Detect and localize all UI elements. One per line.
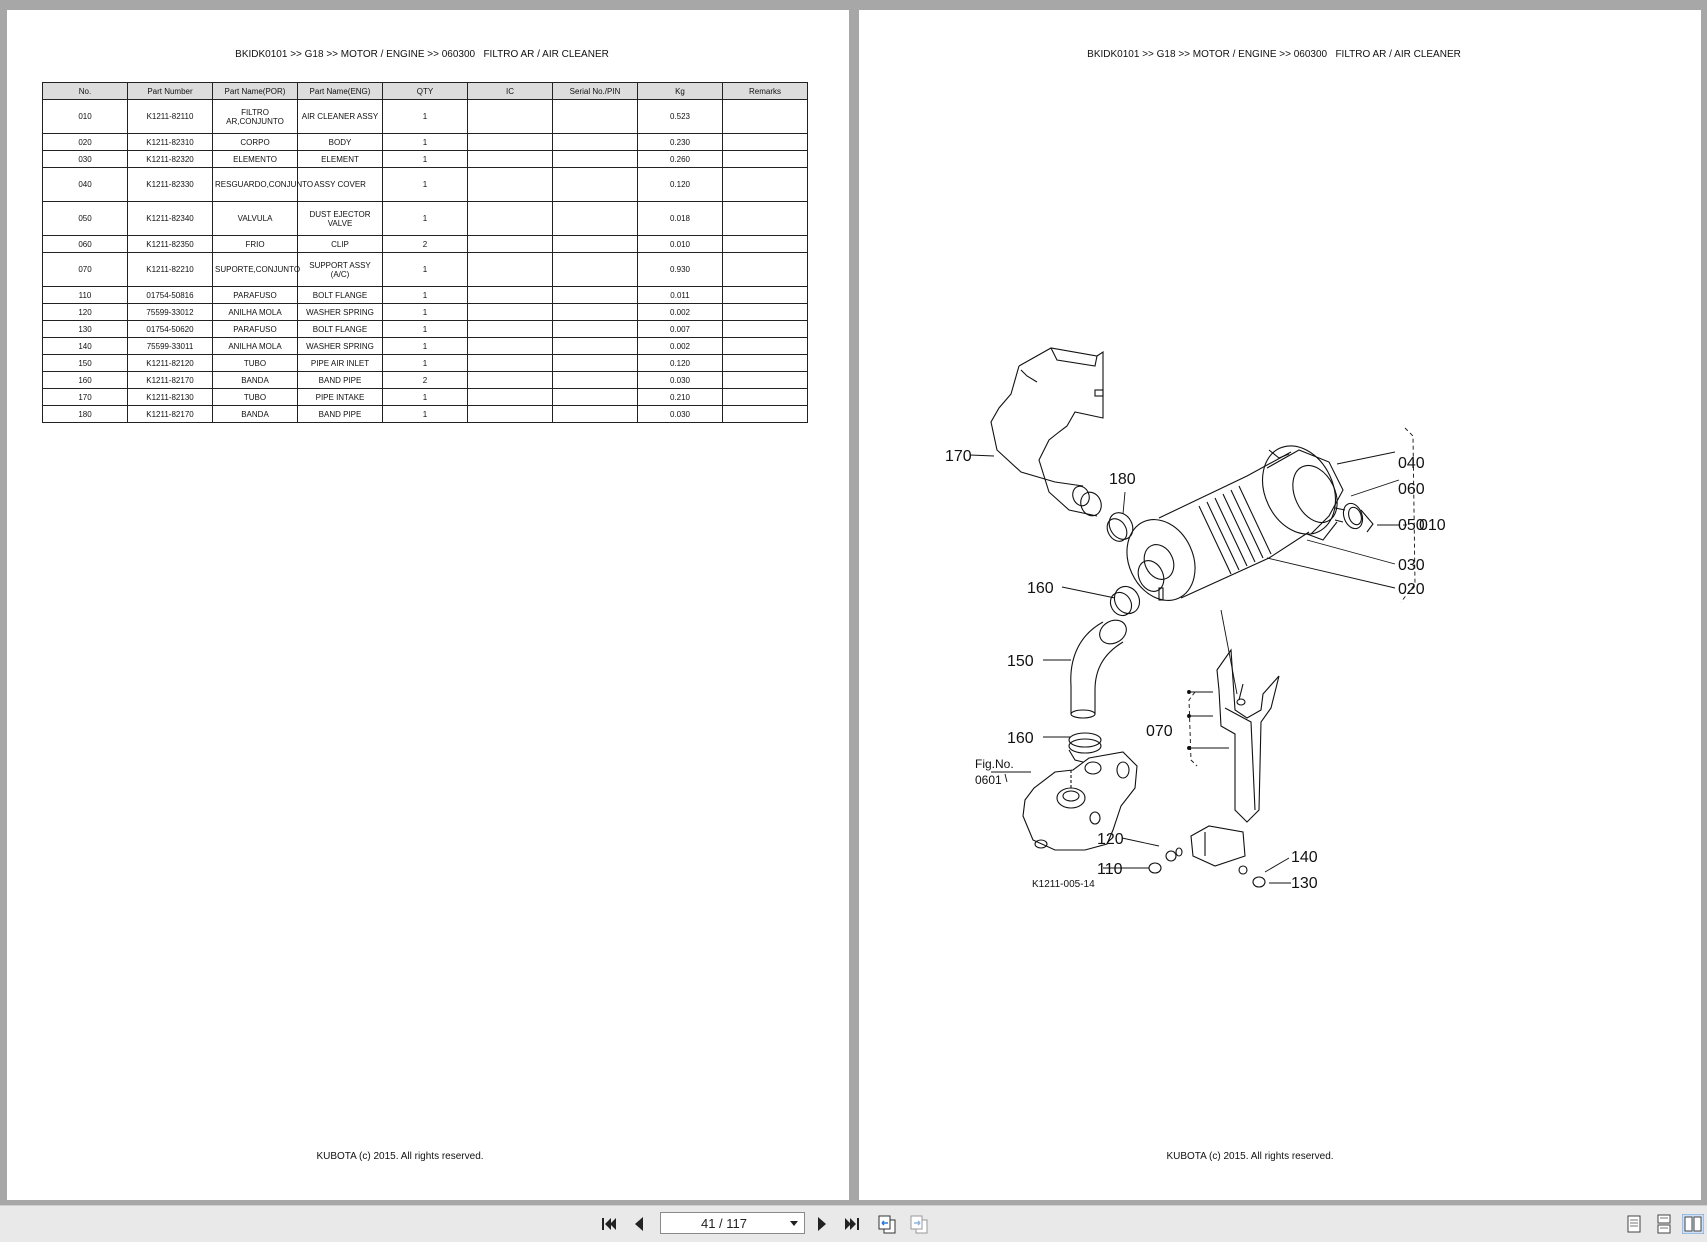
cell-part-name-eng: BAND PIPE bbox=[298, 406, 383, 423]
cell-kg: 0.002 bbox=[638, 304, 723, 321]
cell-part-name-eng: DUST EJECTOR VALVE bbox=[298, 202, 383, 236]
cell-ic bbox=[468, 287, 553, 304]
cell-part-name-por: PARAFUSO bbox=[213, 287, 298, 304]
cell-remarks bbox=[723, 253, 808, 287]
cell-qty: 1 bbox=[383, 338, 468, 355]
page-header: BKIDK0101 >> G18 >> MOTOR / ENGINE >> 060300 FILTRO AR / AIR CLEANER bbox=[1087, 49, 1461, 60]
cell-part-name-eng: SUPPORT ASSY (A/C) bbox=[298, 253, 383, 287]
air-cleaner-body-drawing bbox=[1114, 434, 1349, 612]
cell-part-name-eng: BAND PIPE bbox=[298, 372, 383, 389]
page-number-field[interactable] bbox=[660, 1212, 805, 1234]
previous-page-icon bbox=[630, 1214, 650, 1234]
cell-ic bbox=[468, 134, 553, 151]
cell-ic bbox=[468, 372, 553, 389]
cell-part-number: 01754-50816 bbox=[128, 287, 213, 304]
next-view-button[interactable] bbox=[908, 1214, 928, 1234]
cell-part-number: K1211-82350 bbox=[128, 236, 213, 253]
cell-serial bbox=[553, 253, 638, 287]
cell-part-name-por: CORPO bbox=[213, 134, 298, 151]
cell-ic bbox=[468, 151, 553, 168]
cell-remarks bbox=[723, 304, 808, 321]
cell-serial bbox=[553, 321, 638, 338]
callout-170: 170 bbox=[945, 448, 972, 465]
cell-qty: 1 bbox=[383, 287, 468, 304]
cell-ic bbox=[468, 389, 553, 406]
col-header-ic: IC bbox=[468, 83, 553, 100]
table-row bbox=[43, 372, 808, 389]
cell-qty: 1 bbox=[383, 134, 468, 151]
cell-ic bbox=[468, 321, 553, 338]
cell-kg: 0.260 bbox=[638, 151, 723, 168]
cell-remarks bbox=[723, 372, 808, 389]
cell-part-name-por: BANDA bbox=[213, 406, 298, 423]
cell-part-name-por: ELEMENTO bbox=[213, 151, 298, 168]
cell-kg: 0.120 bbox=[638, 168, 723, 202]
cell-ic bbox=[468, 168, 553, 202]
cell-no: 160 bbox=[43, 372, 128, 389]
cell-remarks bbox=[723, 321, 808, 338]
cell-no: 130 bbox=[43, 321, 128, 338]
band-160-upper-drawing bbox=[1106, 582, 1144, 620]
cell-kg: 0.002 bbox=[638, 338, 723, 355]
cell-part-name-por: FILTRO AR,CONJUNTO bbox=[213, 100, 298, 134]
cell-part-number: 75599-33012 bbox=[128, 304, 213, 321]
table-header-row bbox=[43, 83, 808, 100]
callout-180: 180 bbox=[1109, 471, 1136, 488]
cell-part-name-eng: BOLT FLANGE bbox=[298, 287, 383, 304]
cell-qty: 1 bbox=[383, 389, 468, 406]
cell-part-name-por: TUBO bbox=[213, 355, 298, 372]
table-row bbox=[43, 100, 808, 134]
callout-110: 110 bbox=[1097, 861, 1123, 878]
cell-ic bbox=[468, 355, 553, 372]
cell-qty: 1 bbox=[383, 202, 468, 236]
cell-part-name-por: SUPORTE,CONJUNTO bbox=[213, 253, 298, 287]
callout-050: 050 bbox=[1398, 517, 1425, 534]
page-header: BKIDK0101 >> G18 >> MOTOR / ENGINE >> 060300 FILTRO AR / AIR CLEANER bbox=[235, 49, 609, 60]
cell-no: 070 bbox=[43, 253, 128, 287]
first-page-button[interactable] bbox=[599, 1214, 619, 1234]
previous-page-button[interactable] bbox=[630, 1214, 650, 1234]
cell-no: 010 bbox=[43, 100, 128, 134]
cell-part-number: K1211-82170 bbox=[128, 406, 213, 423]
callout-030: 030 bbox=[1398, 557, 1425, 574]
cell-no: 050 bbox=[43, 202, 128, 236]
table-row bbox=[43, 168, 808, 202]
table-row bbox=[43, 406, 808, 423]
cell-qty: 1 bbox=[383, 304, 468, 321]
table-row bbox=[43, 304, 808, 321]
callout-120: 120 bbox=[1097, 831, 1124, 848]
cell-serial bbox=[553, 202, 638, 236]
single-page-view-button[interactable] bbox=[1625, 1214, 1645, 1234]
table-row bbox=[43, 134, 808, 151]
leader-lines bbox=[970, 452, 1407, 883]
cell-no: 140 bbox=[43, 338, 128, 355]
cell-ic bbox=[468, 202, 553, 236]
next-page-icon bbox=[812, 1214, 832, 1234]
next-view-icon bbox=[908, 1214, 930, 1236]
parts-table bbox=[42, 82, 808, 423]
cell-no: 120 bbox=[43, 304, 128, 321]
cell-part-name-por: BANDA bbox=[213, 372, 298, 389]
cell-part-number: K1211-82340 bbox=[128, 202, 213, 236]
cell-kg: 0.018 bbox=[638, 202, 723, 236]
cell-serial bbox=[553, 134, 638, 151]
cell-part-number: K1211-82110 bbox=[128, 100, 213, 134]
cell-serial bbox=[553, 406, 638, 423]
cell-kg: 0.030 bbox=[638, 406, 723, 423]
cell-part-name-eng: CLIP bbox=[298, 236, 383, 253]
cell-part-number: K1211-82130 bbox=[128, 389, 213, 406]
callout-010: 010 bbox=[1419, 517, 1446, 534]
cell-part-name-por: TUBO bbox=[213, 389, 298, 406]
previous-view-button[interactable] bbox=[876, 1214, 896, 1234]
callout-150: 150 bbox=[1007, 653, 1034, 670]
cell-remarks bbox=[723, 355, 808, 372]
cell-part-name-por: ANILHA MOLA bbox=[213, 338, 298, 355]
callout-070: 070 bbox=[1146, 723, 1173, 740]
table-row bbox=[43, 253, 808, 287]
dust-ejector-valve-drawing bbox=[1335, 501, 1373, 532]
cell-part-name-eng: ASSY COVER bbox=[298, 168, 383, 202]
cell-part-name-eng: WASHER SPRING bbox=[298, 338, 383, 355]
cell-part-name-eng: WASHER SPRING bbox=[298, 304, 383, 321]
cell-part-number: K1211-82120 bbox=[128, 355, 213, 372]
single-page-view-icon bbox=[1625, 1214, 1643, 1234]
cell-kg: 0.010 bbox=[638, 236, 723, 253]
callout-040: 040 bbox=[1398, 455, 1425, 472]
table-row bbox=[43, 338, 808, 355]
cell-remarks bbox=[723, 389, 808, 406]
callout-140: 140 bbox=[1291, 849, 1318, 866]
col-header-kg: Kg bbox=[638, 83, 723, 100]
cell-ic bbox=[468, 304, 553, 321]
callout-130: 130 bbox=[1291, 875, 1318, 892]
cell-part-number: K1211-82310 bbox=[128, 134, 213, 151]
cell-no: 110 bbox=[43, 287, 128, 304]
col-header-no: No. bbox=[43, 83, 128, 100]
cell-remarks bbox=[723, 100, 808, 134]
table-row bbox=[43, 287, 808, 304]
cell-qty: 2 bbox=[383, 236, 468, 253]
cell-part-name-por: VALVULA bbox=[213, 202, 298, 236]
cell-serial bbox=[553, 389, 638, 406]
cell-part-name-eng: AIR CLEANER ASSY bbox=[298, 100, 383, 134]
cell-kg: 0.120 bbox=[638, 355, 723, 372]
continuous-view-icon bbox=[1655, 1214, 1673, 1234]
next-page-button[interactable] bbox=[812, 1214, 832, 1234]
table-row bbox=[43, 389, 808, 406]
cell-qty: 1 bbox=[383, 253, 468, 287]
cell-ic bbox=[468, 338, 553, 355]
cell-remarks bbox=[723, 202, 808, 236]
cell-serial bbox=[553, 168, 638, 202]
cell-kg: 0.011 bbox=[638, 287, 723, 304]
cell-remarks bbox=[723, 287, 808, 304]
cell-kg: 0.007 bbox=[638, 321, 723, 338]
chevron-down-icon[interactable] bbox=[790, 1221, 798, 1226]
cell-serial bbox=[553, 338, 638, 355]
cell-ic bbox=[468, 236, 553, 253]
cell-remarks bbox=[723, 168, 808, 202]
table-row bbox=[43, 321, 808, 338]
cell-ic bbox=[468, 253, 553, 287]
group-bracket-010 bbox=[1189, 428, 1415, 766]
document-page-left bbox=[7, 10, 849, 1200]
cell-qty: 1 bbox=[383, 151, 468, 168]
last-page-icon bbox=[842, 1214, 862, 1234]
cell-part-number: K1211-82330 bbox=[128, 168, 213, 202]
document-page-right bbox=[859, 10, 1701, 1200]
cell-qty: 1 bbox=[383, 406, 468, 423]
col-header-part-name-por: Part Name(POR) bbox=[213, 83, 298, 100]
cell-part-number: K1211-82170 bbox=[128, 372, 213, 389]
cell-qty: 1 bbox=[383, 100, 468, 134]
page-footer: KUBOTA (c) 2015. All rights reserved. bbox=[316, 1151, 484, 1162]
cell-remarks bbox=[723, 338, 808, 355]
cell-ic bbox=[468, 406, 553, 423]
page-footer: KUBOTA (c) 2015. All rights reserved. bbox=[1166, 1151, 1334, 1162]
exploded-parts-diagram bbox=[859, 10, 1701, 1200]
table-row bbox=[43, 202, 808, 236]
cell-part-number: K1211-82320 bbox=[128, 151, 213, 168]
cell-part-name-eng: BOLT FLANGE bbox=[298, 321, 383, 338]
cell-serial bbox=[553, 355, 638, 372]
cell-qty: 2 bbox=[383, 372, 468, 389]
cell-serial bbox=[553, 151, 638, 168]
cell-part-name-eng: BODY bbox=[298, 134, 383, 151]
band-160-lower-drawing bbox=[1069, 733, 1101, 762]
col-header-serial: Serial No./PIN bbox=[553, 83, 638, 100]
pipe-intake-drawing bbox=[991, 348, 1105, 519]
callout-labels bbox=[945, 448, 1446, 892]
bolts-drawing bbox=[1149, 848, 1265, 887]
col-header-part-number: Part Number bbox=[128, 83, 213, 100]
cell-kg: 0.930 bbox=[638, 253, 723, 287]
previous-view-icon bbox=[876, 1214, 898, 1236]
cell-part-name-eng: PIPE INTAKE bbox=[298, 389, 383, 406]
cell-ic bbox=[468, 100, 553, 134]
cell-no: 040 bbox=[43, 168, 128, 202]
pipe-air-inlet-drawing bbox=[1071, 615, 1131, 718]
fig-ref-number: 0601 bbox=[975, 773, 1002, 787]
callout-160-upper: 160 bbox=[1027, 580, 1054, 597]
cell-part-number: 01754-50620 bbox=[128, 321, 213, 338]
cell-qty: 1 bbox=[383, 355, 468, 372]
continuous-view-button[interactable] bbox=[1655, 1214, 1675, 1234]
cell-qty: 1 bbox=[383, 168, 468, 202]
bracket-070-leaders bbox=[1188, 691, 1230, 750]
cell-remarks bbox=[723, 134, 808, 151]
cell-kg: 0.230 bbox=[638, 134, 723, 151]
two-page-view-icon bbox=[1682, 1214, 1704, 1234]
cell-part-name-eng: ELEMENT bbox=[298, 151, 383, 168]
cell-no: 030 bbox=[43, 151, 128, 168]
cell-part-number: 75599-33011 bbox=[128, 338, 213, 355]
cell-remarks bbox=[723, 406, 808, 423]
viewer-toolbar bbox=[0, 1205, 1707, 1242]
cell-serial bbox=[553, 287, 638, 304]
col-header-remarks: Remarks bbox=[723, 83, 808, 100]
cell-serial bbox=[553, 304, 638, 321]
cell-part-name-eng: PIPE AIR INLET bbox=[298, 355, 383, 372]
page-indicator: 41 / 117 bbox=[700, 1216, 748, 1231]
cell-kg: 0.523 bbox=[638, 100, 723, 134]
cell-part-name-por: ANILHA MOLA bbox=[213, 304, 298, 321]
cell-no: 170 bbox=[43, 389, 128, 406]
col-header-part-name-eng: Part Name(ENG) bbox=[298, 83, 383, 100]
table-row bbox=[43, 355, 808, 372]
callout-060: 060 bbox=[1398, 481, 1425, 498]
col-header-qty: QTY bbox=[383, 83, 468, 100]
cell-part-name-por: PARAFUSO bbox=[213, 321, 298, 338]
cell-part-number: K1211-82210 bbox=[128, 253, 213, 287]
fig-ref-label: Fig.No. bbox=[975, 757, 1014, 771]
cell-part-name-por: RESGUARDO,CONJUNTO bbox=[213, 168, 298, 202]
last-page-button[interactable] bbox=[842, 1214, 862, 1234]
cell-serial bbox=[553, 236, 638, 253]
first-page-icon bbox=[599, 1214, 619, 1234]
cell-remarks bbox=[723, 236, 808, 253]
figure-reference bbox=[975, 757, 1095, 890]
table-row bbox=[43, 236, 808, 253]
cell-serial bbox=[553, 100, 638, 134]
cell-no: 060 bbox=[43, 236, 128, 253]
table-row bbox=[43, 151, 808, 168]
cell-kg: 0.210 bbox=[638, 389, 723, 406]
callout-020: 020 bbox=[1398, 581, 1425, 598]
callout-160-lower: 160 bbox=[1007, 730, 1034, 747]
two-page-view-button[interactable] bbox=[1682, 1214, 1702, 1234]
cell-no: 020 bbox=[43, 134, 128, 151]
cell-no: 180 bbox=[43, 406, 128, 423]
cell-qty: 1 bbox=[383, 321, 468, 338]
support-bracket-drawing bbox=[1191, 610, 1279, 866]
cell-no: 150 bbox=[43, 355, 128, 372]
cell-kg: 0.030 bbox=[638, 372, 723, 389]
band-180-drawing bbox=[1103, 508, 1137, 545]
drawing-code: K1211-005-14 bbox=[1032, 879, 1095, 890]
cell-remarks bbox=[723, 151, 808, 168]
cell-serial bbox=[553, 372, 638, 389]
cell-part-name-por: FRIO bbox=[213, 236, 298, 253]
